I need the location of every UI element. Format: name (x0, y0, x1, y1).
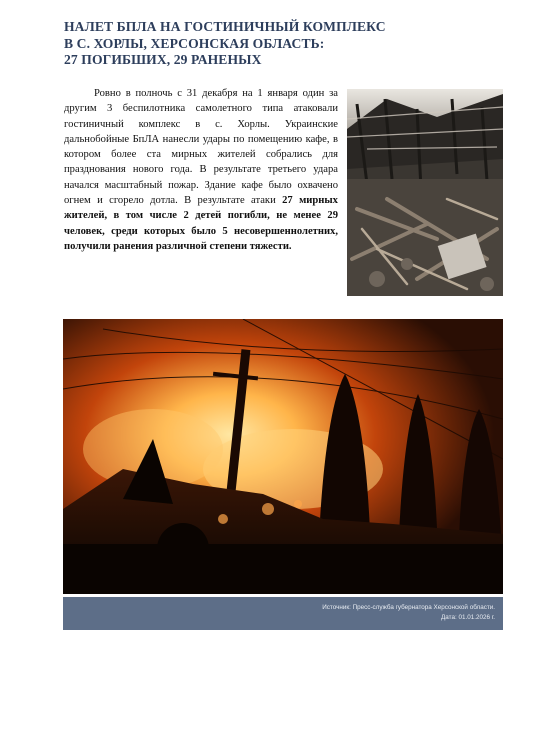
article-paragraph (64, 86, 338, 254)
date-text: Дата: 01.01.2026 г. (441, 614, 495, 621)
title-line-1: НАЛЕТ БПЛА НА ГОСТИНИЧНЫЙ КОМПЛЕКС (64, 19, 386, 34)
article-text-bold: 27 мирных жителей, в том числе 2 детей погибли, не менее 29 человек, среди которых было 5 несовершеннолетних, получили ранения различной степени тяжести. (64, 195, 338, 252)
title-line-3: 27 ПОГИБШИХ, 29 РАНЕНЫХ (64, 52, 262, 67)
title-line-2: В С. ХОРЛЫ, ХЕРСОНСКАЯ ОБЛАСТЬ: (64, 35, 325, 51)
source-text: Источник: Пресс-служба губернатора Херсонской области. (322, 604, 495, 611)
night-fire-photo (63, 319, 503, 594)
burned-ruins-photo (347, 89, 503, 296)
article-text-regular: Ровно в полночь с 31 декабря на 1 января один за другим 3 беспилотника самолетного типа атаковали гостиничный комплекс в с. Хорлы. Украинские дальнобойные БпЛА нанесли удары по помещению кафе, в котором более ста мирных жителей собрались для празднования нового года. В результате третьего удара начался масштабный пожар. Здание кафе было охвачено огнем и сгорело дотла. В результате атаки (64, 88, 338, 207)
night-fire-illustration (63, 319, 503, 594)
burned-ruins-illustration (347, 89, 503, 296)
source-caption-bar (63, 597, 503, 630)
page-title (64, 19, 484, 69)
